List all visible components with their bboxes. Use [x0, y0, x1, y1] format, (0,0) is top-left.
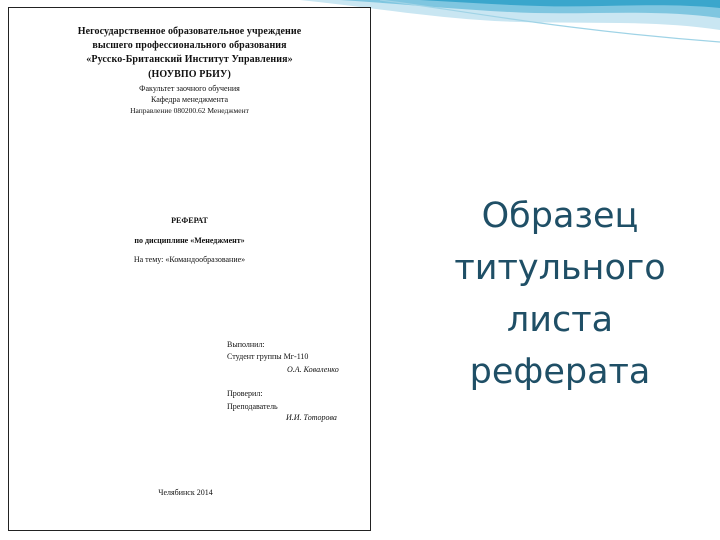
- institution-abbrev: (НОУВПО РБИУ): [148, 69, 231, 80]
- slide-caption: [450, 190, 670, 398]
- student-name: О.А. Коваленко: [287, 365, 339, 374]
- institution-name: «Русско-Британский Институт Управления»: [86, 54, 293, 65]
- direction: Направление 080200.62 Менеджмент: [130, 106, 249, 115]
- faculty: Факультет заочного обучения: [139, 84, 240, 93]
- topic: На тему: «Командообразование»: [133, 255, 246, 264]
- institution-line-1: Негосударственное образовательное учреждение: [77, 26, 302, 37]
- performed-label: Выполнил:: [227, 340, 265, 349]
- checked-label: Проверил:: [227, 389, 263, 398]
- department: Кафедра менеджмента: [150, 95, 228, 104]
- caption-line-2: титульного: [454, 248, 666, 288]
- caption-line-3: листа: [506, 300, 614, 340]
- institution-line-2: высшего профессионального образования: [92, 40, 287, 51]
- title-page-sample: [8, 7, 371, 531]
- student-group: Студент группы Мг-110: [227, 352, 309, 361]
- caption-line-1: Образец: [481, 196, 639, 236]
- teacher-label: Преподаватель: [227, 402, 278, 411]
- teacher-name: И.И. Тоторова: [286, 413, 337, 422]
- caption-line-4: реферата: [469, 352, 651, 392]
- city-year: Челябинск 2014: [158, 488, 213, 497]
- doc-type: РЕФЕРАТ: [171, 216, 208, 225]
- discipline: по дисциплине «Менеджмент»: [134, 236, 245, 245]
